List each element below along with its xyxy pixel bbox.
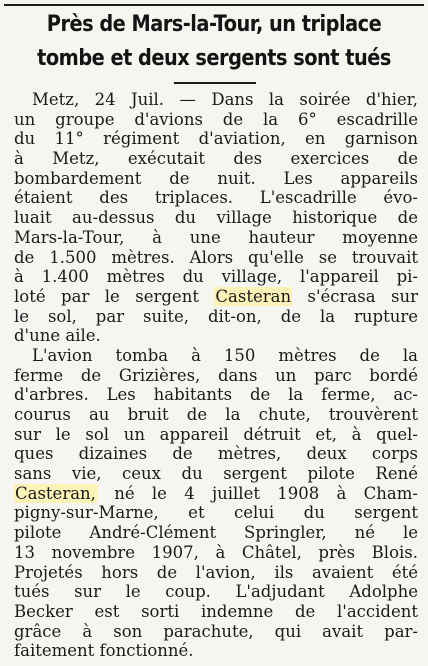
article-line: L'avion tomba à 150 mètres de la — [32, 345, 418, 365]
article-line — [14, 287, 418, 307]
headline-separator-rule — [174, 82, 256, 84]
article-line: à 1.400 mètres du village, l'appareil pi- — [14, 267, 418, 287]
article-line: à Metz, exécutait des exercices de — [14, 149, 418, 169]
article-line: le sol, par suite, dit-on, de la rupture — [14, 306, 418, 326]
article-line: ferme de Grizières, dans un parc bordé — [14, 365, 418, 385]
article-line: d'une aile. — [14, 326, 101, 346]
article-line: Becker est sorti indemne de l'accident — [14, 601, 418, 621]
article-line: pigny-sur-Marne, et celui du sergent — [14, 503, 418, 523]
article-line: faitement fonctionné. — [14, 641, 194, 661]
article-line: Mars-la-Tour, à une hauteur moyenne — [14, 227, 418, 247]
line-text: né le 4 juillet 1908 à Cham- — [96, 483, 418, 503]
article-line: étaient des triplaces. L'escadrille évo- — [14, 188, 418, 208]
article-line: du 11° régiment d'aviation, en garnison — [14, 129, 418, 149]
article-line: luait au-dessus du village historique de — [14, 208, 418, 228]
article-line: de 1.500 mètres. Alors qu'elle se trouvait — [14, 247, 418, 267]
article-line: grâce à son parachute, qui avait par- — [14, 621, 418, 641]
article-body — [14, 90, 418, 661]
article-line: d'arbres. Les habitants de la ferme, ac- — [14, 385, 418, 405]
article-line: sur le sol un appareil détruit et, à quel- — [14, 424, 418, 444]
highlighted-name: Casteran — [215, 286, 292, 306]
top-rule — [4, 4, 424, 6]
article-line: Projetés hors de l'avion, ils avaient été — [14, 562, 418, 582]
headline — [30, 7, 398, 75]
line-text: s'écrasa sur — [292, 286, 418, 306]
article-line: ques dizaines de mètres, deux corps — [14, 444, 418, 464]
article-line: 13 novembre 1907, à Châtel, près Blois. — [14, 542, 418, 562]
article-line: tués sur le coup. L'adjudant Adolphe — [14, 582, 418, 602]
article-line: un groupe d'avions de la 6° escadrille — [14, 109, 418, 129]
line-text: loté par le sergent — [14, 286, 215, 306]
article-line — [14, 484, 418, 504]
article-line: bombardement de nuit. Les appareils — [14, 168, 418, 188]
headline-line: Près de Mars-la-Tour, un triplace — [46, 11, 382, 37]
article-line: sans vie, ceux du sergent pilote René — [14, 464, 418, 484]
highlighted-name: Casteran, — [15, 483, 96, 503]
article-line: courus au bruit de la chute, trouvèrent — [14, 405, 418, 424]
article-line: pilote André-Clément Springler, né le — [14, 523, 418, 543]
article-line: Metz, 24 Juil. — Dans la soirée d'hier, — [32, 90, 418, 109]
headline-line: tombe et deux sergents sont tués — [37, 45, 391, 71]
